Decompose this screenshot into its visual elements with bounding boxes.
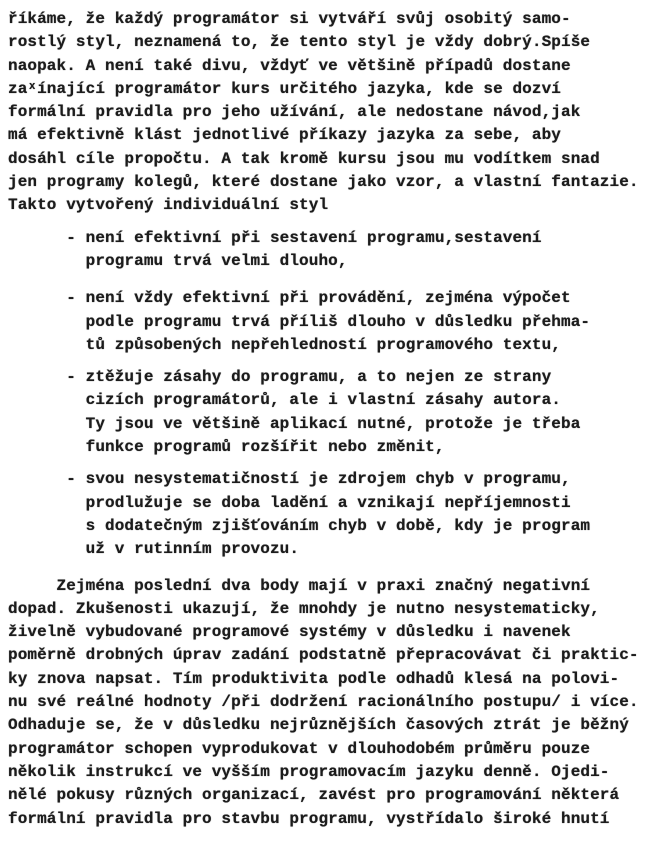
text-line: podle programu trvá příliš dlouho v důsledku přehma-	[8, 312, 591, 331]
text-line: programátor schopen vyprodukovat v dlouhodobém průměru pouze	[8, 739, 591, 758]
bullet-item-2	[8, 287, 653, 357]
text-line: naopak. A není také divu, vždyť ve většině případů dostane	[8, 56, 571, 75]
document-page	[8, 8, 653, 842]
text-line: říkáme, že každý programátor si vytváří svůj osobitý samo-	[8, 10, 571, 28]
text-line: zaˣínající programátor kurs určitého jazyka, kde se dozví	[8, 79, 561, 98]
bullet-item-4	[8, 468, 653, 561]
text-line: prodlužuje se doba ladění a vznikají nepříjemnosti	[8, 493, 571, 512]
text-line: ky znova napsat. Tím produktivita podle odhadů klesá na polovi-	[8, 669, 620, 688]
text-line: formální pravidla pro jeho užívání, ale nedostane návod,jak	[8, 103, 581, 122]
text-line: živelně vybudované programové systémy v důsledku i navenek	[8, 623, 571, 642]
paragraph-closing	[8, 575, 653, 831]
text-line: funkce programů rozšířit nebo změnit,	[8, 438, 445, 457]
text-line: Zejména poslední dva body mají v praxi značný negativní	[8, 576, 591, 595]
text-line: jen programy kolegů, které dostane jako vzor, a vlastní fantazie.	[8, 173, 639, 192]
text-line: nu své reálné hodnoty /při dodržení racionálního postupu/ i více.	[8, 693, 639, 712]
text-line: dosáhl cíle propočtu. A tak kromě kursu jsou mu vodítkem snad	[8, 149, 600, 168]
text-line: nělé pokusy různých organizací, zavést pro programování některá	[8, 786, 620, 805]
text-line: tů způsobených nepřehledností programového textu,	[8, 335, 561, 354]
text-line: Odhaduje se, že v důsledku nejrůznějších časových ztrát je běžný	[8, 716, 629, 735]
bullet-item-1	[8, 227, 653, 274]
text-line: Ty jsou ve většině aplikací nutné, protože je třeba	[8, 414, 581, 433]
text-line: - ztěžuje zásahy do programu, a to nejen ze strany	[8, 368, 552, 387]
text-line: - není efektivní při sestavení programu,sestavení	[8, 228, 542, 247]
text-line: Takto vytvořený individuální styl	[8, 196, 329, 215]
text-line: formální pravidla pro stavbu programu, vystřídalo široké hnutí	[8, 809, 610, 828]
text-line: několik instrukcí ve vyšším programovacím jazyku denně. Ojedi-	[8, 762, 610, 781]
text-line: - není vždy efektivní při provádění, zejména výpočet	[8, 289, 571, 308]
paragraph-intro	[8, 8, 653, 218]
text-line: cizích programátorů, ale i vlastní zásahy autora.	[8, 391, 561, 410]
text-line: dopad. Zkušenosti ukazují, že mnohdy je nutno nesystematicky,	[8, 599, 600, 618]
text-line: rostlý styl, neznamená to, že tento styl je vždy dobrý.Spíše	[8, 33, 591, 52]
bullet-item-3	[8, 366, 653, 459]
text-line: programu trvá velmi dlouho,	[8, 251, 348, 270]
text-line: poměrně drobných úprav zadání podstatně přepracovávat či praktic-	[8, 646, 639, 665]
text-line: má efektivně klást jednotlivé příkazy jazyka za sebe, aby	[8, 126, 561, 145]
text-line: už v rutinním provozu.	[8, 540, 300, 559]
text-line: - svou nesystematičností je zdrojem chyb v programu,	[8, 470, 571, 489]
text-line: s dodatečným zjišťováním chyb v době, kdy je program	[8, 516, 591, 535]
